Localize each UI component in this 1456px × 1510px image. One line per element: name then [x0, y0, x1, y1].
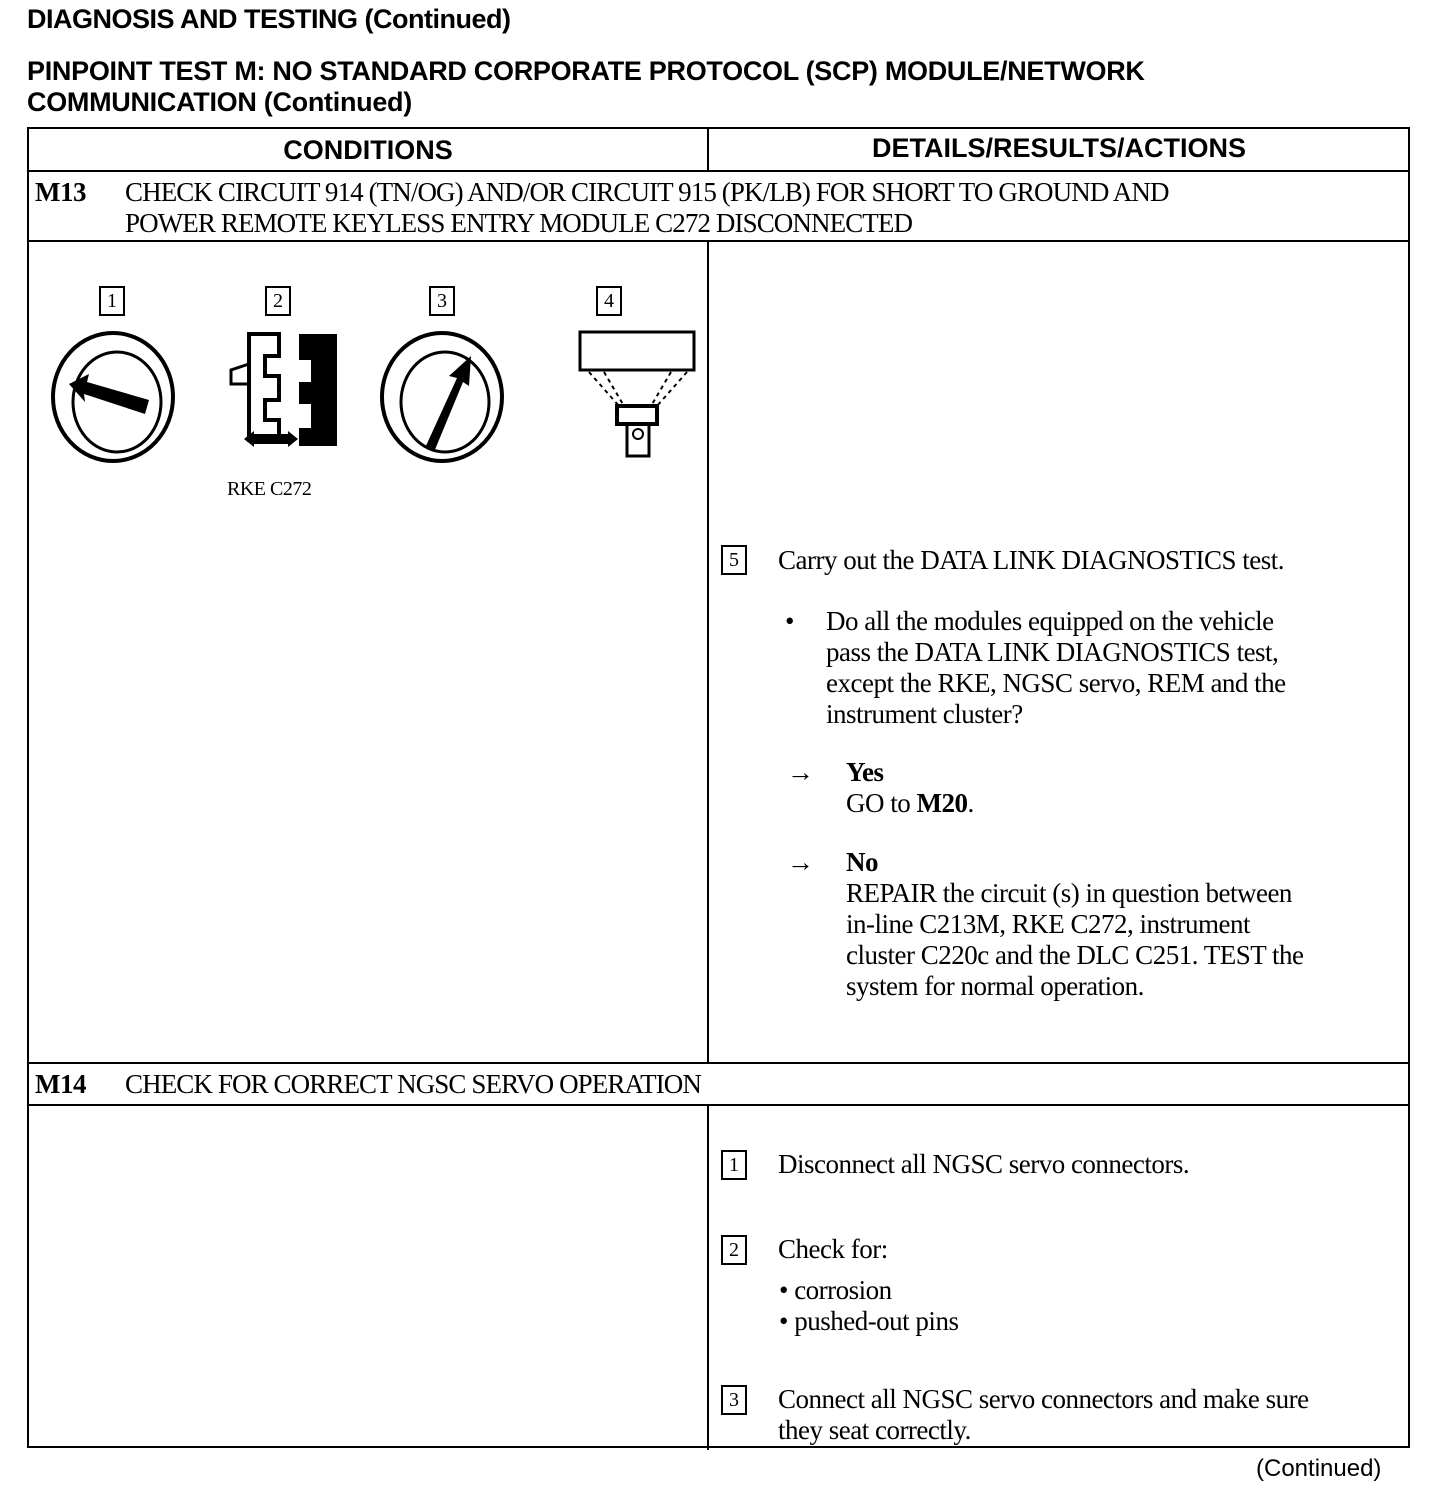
- column-header-details: DETAILS/RESULTS/ACTIONS: [871, 133, 1246, 163]
- divider: [29, 1104, 1408, 1106]
- result-yes: [846, 757, 974, 819]
- question-line: instrument cluster?: [826, 699, 1023, 729]
- yes-label: Yes: [846, 757, 884, 787]
- bullet: •: [785, 606, 794, 636]
- figure-step-2: 2: [265, 286, 291, 316]
- title-line: CHECK CIRCUIT 914 (TN/OG) AND/OR CIRCUIT 915 (PK/LB) FOR SHORT TO GROUND AND: [125, 177, 1169, 207]
- no-action-line: system for normal operation.: [846, 971, 1144, 1001]
- step-number-1: 1: [721, 1150, 747, 1180]
- step-2-text: Check for:: [778, 1234, 888, 1264]
- step-title-m14: CHECK FOR CORRECT NGSC SERVO OPERATION: [125, 1069, 701, 1099]
- figure-step-1: 1: [99, 286, 125, 316]
- ignition-off-icon: [53, 333, 173, 461]
- no-action-line: in-line C213M, RKE C272, instrument: [846, 909, 1250, 939]
- continued-label: (Continued): [1256, 1455, 1382, 1482]
- step-id-m14: M14: [35, 1069, 86, 1099]
- question-line: except the RKE, NGSC servo, REM and the: [826, 668, 1286, 698]
- figure-label: RKE C272: [227, 478, 312, 500]
- divider: [29, 1062, 1408, 1064]
- yes-action: GO to M20.: [846, 788, 974, 818]
- yes-action-text: GO to: [846, 788, 917, 818]
- test-title: [27, 56, 1145, 118]
- step-id-m13: M13: [35, 177, 86, 207]
- column-header-conditions: CONDITIONS: [283, 135, 453, 165]
- no-action-line: REPAIR the circuit (s) in question between: [846, 878, 1292, 908]
- goto-m20-link[interactable]: M20: [916, 788, 968, 818]
- step-title-m13: [125, 177, 1169, 239]
- divider: [29, 170, 1408, 172]
- test-title-line1: PINPOINT TEST M: NO STANDARD CORPORATE PROTOCOL (SCP) MODULE/NETWORK: [27, 56, 1145, 86]
- page-title: DIAGNOSIS AND TESTING (Continued): [27, 4, 511, 34]
- ignition-run-icon: [382, 333, 502, 461]
- title-line: POWER REMOTE KEYLESS ENTRY MODULE C272 DISCONNECTED: [125, 208, 913, 238]
- pinpoint-table: [27, 127, 1410, 1448]
- step-number-5: 5: [721, 545, 747, 575]
- check-list: [779, 1275, 958, 1337]
- result-no: [846, 847, 1303, 1002]
- step-3-line: they seat correctly.: [778, 1415, 971, 1445]
- figure-step-3: 3: [429, 286, 455, 316]
- question-line: Do all the modules equipped on the vehicle: [826, 606, 1274, 636]
- step-number-3: 3: [721, 1385, 747, 1415]
- check-item: • pushed-out pins: [779, 1306, 959, 1336]
- no-action-line: cluster C220c and the DLC C251. TEST the: [846, 940, 1304, 970]
- test-question: [826, 606, 1286, 730]
- divider: [29, 240, 1408, 242]
- step-3-line: Connect all NGSC servo connectors and make sure: [778, 1384, 1309, 1414]
- check-item-text: corrosion: [794, 1275, 892, 1305]
- scan-tool-icon: [580, 332, 694, 456]
- step-1-text: Disconnect all NGSC servo connectors.: [778, 1149, 1190, 1179]
- divider: [707, 240, 709, 1062]
- step-5-text: Carry out the DATA LINK DIAGNOSTICS test.: [778, 545, 1285, 575]
- figure-step-4: 4: [596, 286, 622, 316]
- step-number-2: 2: [721, 1235, 747, 1265]
- arrow-icon: →: [787, 847, 814, 877]
- no-label: No: [846, 847, 878, 877]
- ignition-and-connector-illustration: [39, 324, 699, 464]
- question-line: pass the DATA LINK DIAGNOSTICS test,: [826, 637, 1279, 667]
- connector-icon: [231, 334, 337, 447]
- divider: [707, 1104, 709, 1450]
- step-3-text: [778, 1384, 1309, 1446]
- arrow-icon: →: [787, 757, 814, 787]
- check-item-text: pushed-out pins: [794, 1306, 959, 1336]
- check-item: • corrosion: [779, 1275, 892, 1305]
- test-title-line2: COMMUNICATION (Continued): [27, 87, 412, 117]
